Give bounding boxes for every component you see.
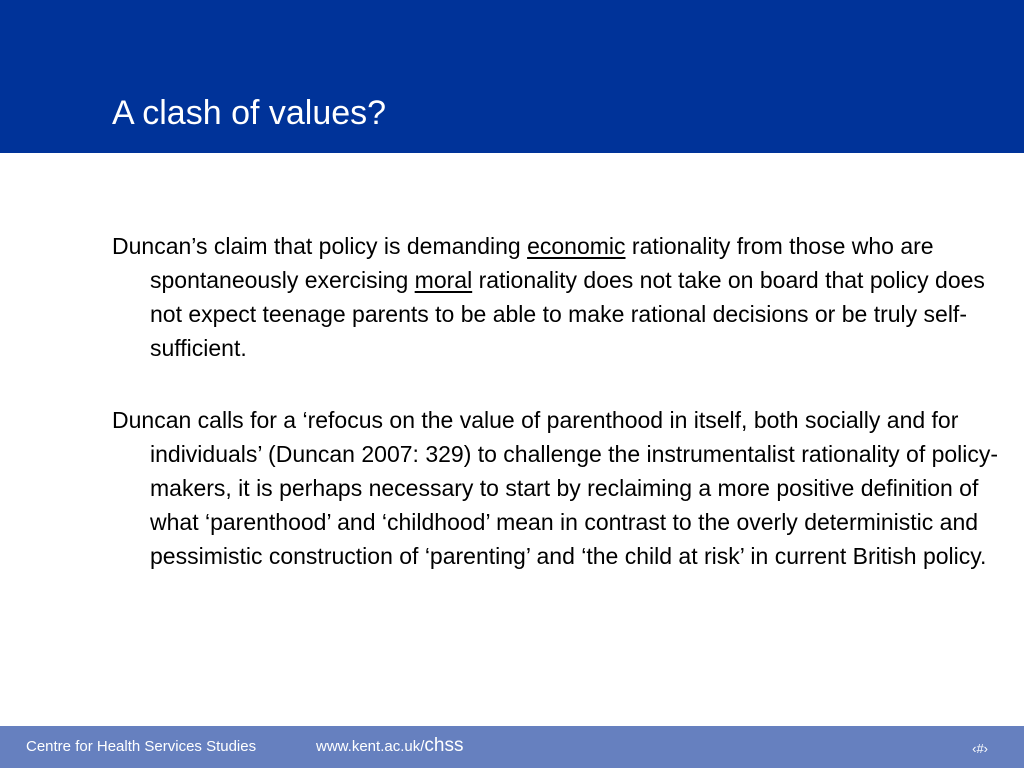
slide-number: ‹#› [972, 741, 988, 756]
body-paragraph-2 [112, 403, 1002, 573]
footer-url [316, 736, 463, 757]
slide-body [112, 229, 1002, 611]
underlined-term-economic: economic [527, 233, 626, 259]
paragraph-1-text-3: rationality does not take on board that policy does not expect teenage parents to be able to make rational decisions or be truly self-sufficient. [150, 267, 985, 361]
slide-title: A clash of values? [112, 94, 387, 132]
footer-url-suffix: chss [424, 735, 464, 756]
paragraph-1-text-1: Duncan’s claim that policy is demanding [112, 233, 528, 259]
paragraph-2-text: Duncan calls for a ‘refocus on the value of parenthood in itself, both socially and for individuals’ (Duncan 2007: 329) to challenge the instrumentalist rationality of policy-makers, it is perhaps necessary to start by reclaiming a more positive definition of what ‘parenthood’ and ‘childhood’ mean in contrast to the overly deterministic and pessimistic construction of ‘parenting’ and ‘the child at risk’ in current British policy. [112, 407, 999, 569]
underlined-term-moral: moral [414, 267, 473, 293]
footer-organization: Centre for Health Services Studies [26, 738, 257, 755]
paragraph-1-text-2: rationality from those who are spontaneously exercising [150, 233, 934, 293]
footer-url-prefix: www.kent.ac.uk/ [316, 738, 425, 755]
title-bar [0, 0, 1024, 153]
body-paragraph-1 [112, 229, 1002, 365]
